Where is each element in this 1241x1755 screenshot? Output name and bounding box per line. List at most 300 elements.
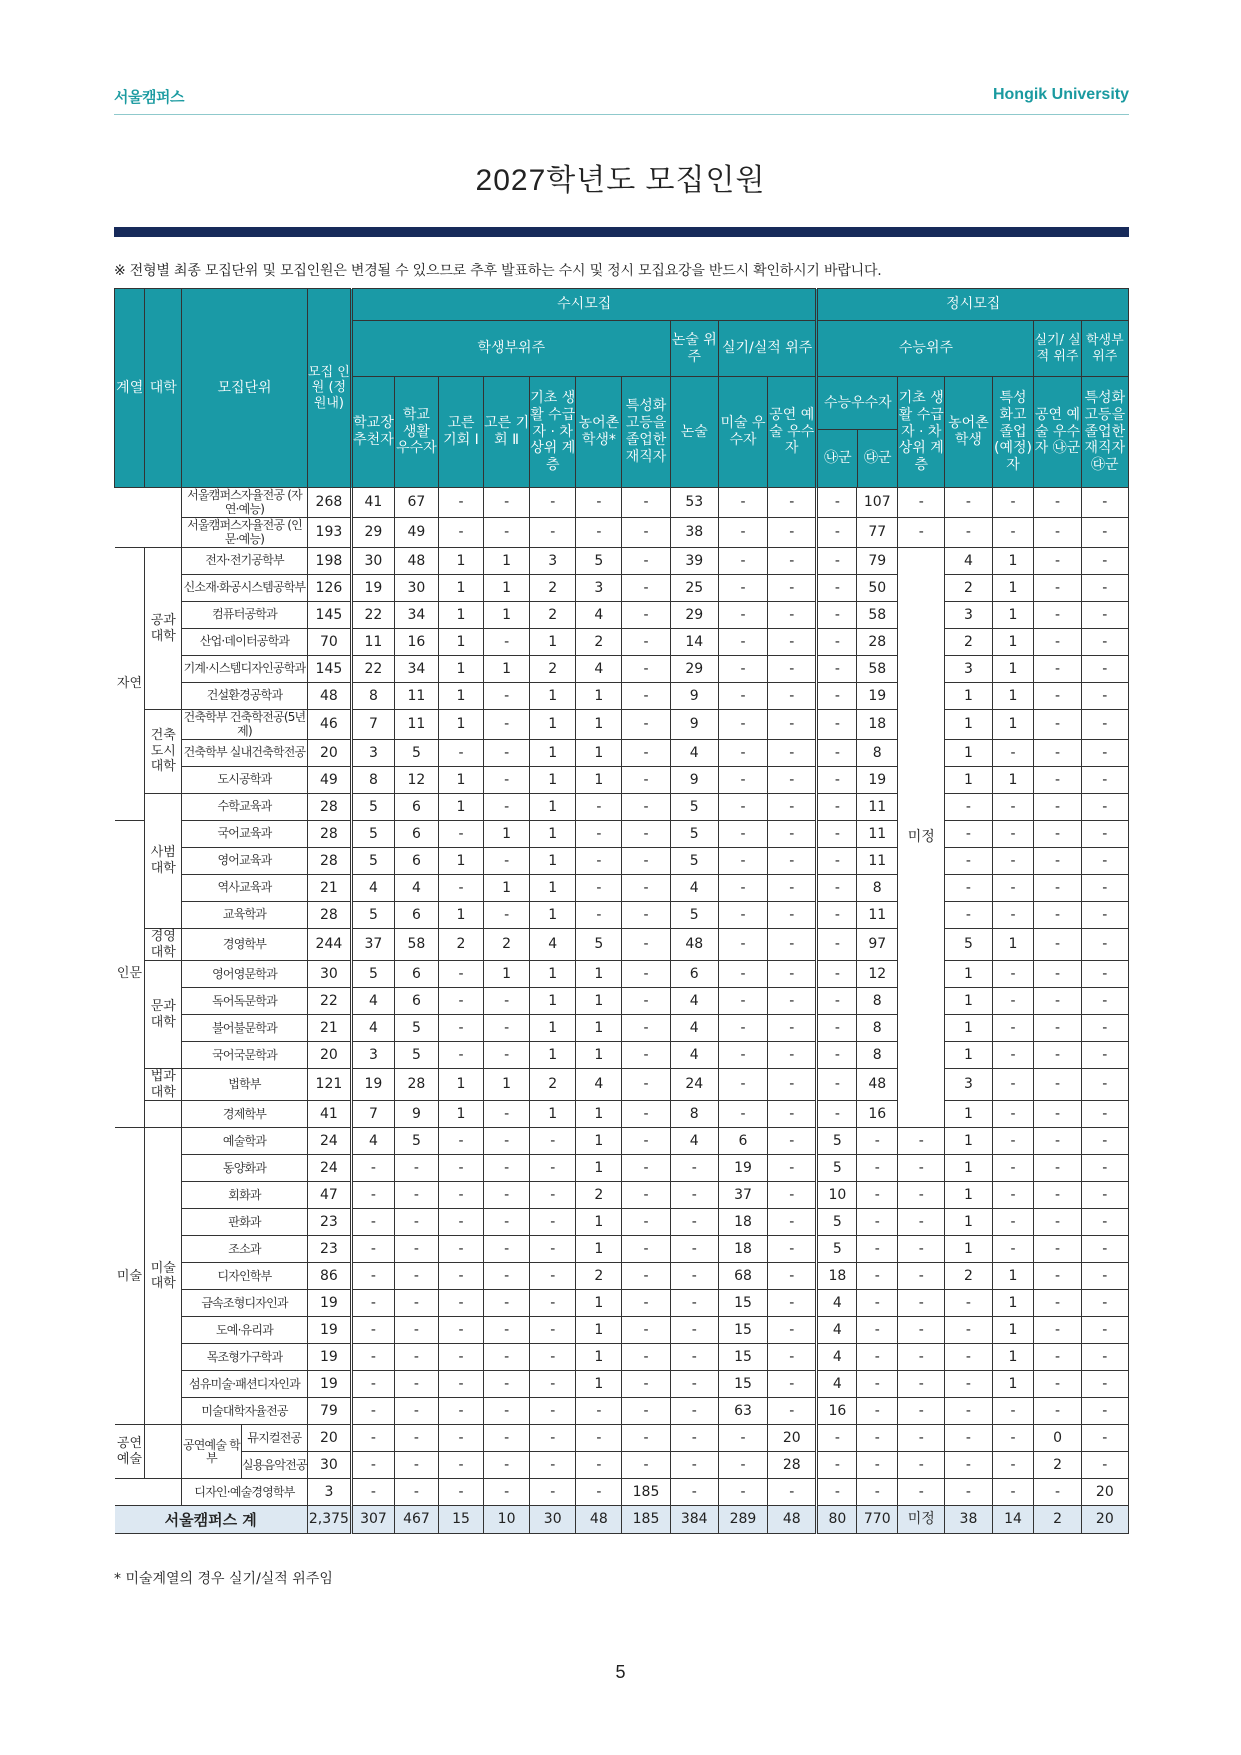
value-cell: -: [1034, 1236, 1081, 1263]
value-cell: -: [670, 1398, 718, 1425]
value-cell: -: [484, 1236, 530, 1263]
value-cell: 18: [857, 710, 898, 740]
total-value: 15: [438, 1506, 483, 1534]
value-cell: -: [622, 1101, 670, 1128]
value-cell: 1: [438, 548, 483, 575]
value-cell: -: [768, 767, 817, 794]
table-row: [115, 848, 1129, 875]
value-cell: -: [898, 1128, 945, 1155]
value-cell: 1: [576, 1236, 622, 1263]
value-cell: 23: [307, 1209, 351, 1236]
table-row: [115, 1182, 1129, 1209]
value-cell: -: [768, 1182, 817, 1209]
unit-cell: 경제학부: [182, 1101, 308, 1128]
col-unit: 모집단위: [182, 289, 308, 488]
value-cell: 7: [351, 1101, 394, 1128]
value-cell: 4: [351, 875, 394, 902]
value-cell: -: [1081, 821, 1128, 848]
value-cell: -: [1081, 656, 1128, 683]
value-cell: 68: [718, 1263, 767, 1290]
value-cell: -: [945, 1344, 992, 1371]
value-cell: 1: [438, 602, 483, 629]
value-cell: 28: [394, 1069, 438, 1101]
value-cell: 8: [857, 875, 898, 902]
value-cell: -: [768, 848, 817, 875]
value-cell: 20: [307, 1042, 351, 1069]
value-cell: 37: [718, 1182, 767, 1209]
total-value: 38: [945, 1506, 992, 1534]
value-cell: -: [530, 488, 576, 518]
value-cell: 10: [817, 1182, 857, 1209]
value-cell: -: [530, 1263, 576, 1290]
value-cell: -: [817, 656, 857, 683]
value-cell: -: [1081, 1015, 1128, 1042]
value-cell: 268: [307, 488, 351, 518]
value-cell: -: [1034, 1344, 1081, 1371]
value-cell: -: [768, 1479, 817, 1506]
college-cell: 공과 대학: [145, 548, 182, 710]
value-cell: -: [622, 629, 670, 656]
value-cell: 8: [857, 1042, 898, 1069]
value-cell: 11: [351, 629, 394, 656]
col-da-group: ㉰군: [863, 450, 892, 466]
value-cell: 1: [945, 1155, 992, 1182]
value-cell: -: [622, 1344, 670, 1371]
value-cell: 1: [484, 575, 530, 602]
value-cell: -: [576, 518, 622, 548]
value-cell: -: [576, 1452, 622, 1479]
table-row: [115, 1155, 1129, 1182]
value-cell: -: [768, 518, 817, 548]
value-cell: -: [817, 683, 857, 710]
value-cell: -: [438, 1155, 483, 1182]
value-cell: -: [718, 1042, 767, 1069]
value-cell: -: [718, 929, 767, 961]
value-cell: -: [622, 710, 670, 740]
value-cell: -: [898, 1209, 945, 1236]
value-cell: -: [945, 1452, 992, 1479]
value-cell: -: [718, 794, 767, 821]
header-susi: 수시모집: [351, 289, 817, 321]
value-cell: 1: [992, 1290, 1034, 1317]
value-cell: -: [992, 1209, 1034, 1236]
value-cell: 48: [307, 683, 351, 710]
value-cell: -: [438, 1344, 483, 1371]
value-cell: -: [1034, 1101, 1081, 1128]
value-cell: 1: [992, 1344, 1034, 1371]
table-row: [115, 518, 1129, 548]
value-cell: -: [622, 767, 670, 794]
value-cell: 22: [351, 602, 394, 629]
value-cell: 19: [307, 1290, 351, 1317]
value-cell: -: [718, 710, 767, 740]
total-value: 20: [1081, 1506, 1128, 1534]
unit-cell: 독어독문학과: [182, 988, 308, 1015]
value-cell: -: [992, 848, 1034, 875]
value-cell: -: [438, 1371, 483, 1398]
value-cell: 25: [670, 575, 718, 602]
value-cell: 19: [857, 683, 898, 710]
value-cell: -: [576, 488, 622, 518]
value-cell: 16: [817, 1398, 857, 1425]
value-cell: -: [718, 961, 767, 988]
value-cell: -: [1034, 1182, 1081, 1209]
value-cell: 12: [857, 961, 898, 988]
value-cell: 1: [992, 710, 1034, 740]
value-cell: 1: [945, 683, 992, 710]
value-cell: -: [718, 1101, 767, 1128]
value-cell: -: [438, 1182, 483, 1209]
value-cell: -: [484, 767, 530, 794]
value-cell: 6: [394, 961, 438, 988]
value-cell: 8: [351, 683, 394, 710]
college-cell: 문과 대학: [145, 961, 182, 1069]
value-cell: -: [898, 1236, 945, 1263]
value-cell: -: [768, 1371, 817, 1398]
value-cell: 1: [438, 629, 483, 656]
value-cell: 5: [394, 1128, 438, 1155]
unit-cell: 판화과: [182, 1209, 308, 1236]
value-cell: -: [898, 1452, 945, 1479]
value-cell: 4: [670, 875, 718, 902]
value-cell: -: [622, 929, 670, 961]
value-cell: -: [484, 1015, 530, 1042]
table-row: [115, 821, 1129, 848]
value-cell: 77: [857, 518, 898, 548]
value-cell: 4: [351, 1015, 394, 1042]
value-cell: 9: [670, 710, 718, 740]
value-cell: -: [945, 821, 992, 848]
total-label: 서울캠퍼스 계: [115, 1506, 308, 1534]
value-cell: -: [992, 1015, 1034, 1042]
value-cell: 1: [992, 1371, 1034, 1398]
value-cell: -: [1034, 575, 1081, 602]
value-cell: -: [484, 1290, 530, 1317]
value-cell: 1: [945, 1209, 992, 1236]
value-cell: 2: [576, 629, 622, 656]
value-cell: -: [484, 848, 530, 875]
value-cell: 34: [394, 602, 438, 629]
value-cell: 1: [530, 875, 576, 902]
value-cell: -: [768, 1015, 817, 1042]
table-row: [115, 902, 1129, 929]
value-cell: -: [622, 740, 670, 767]
value-cell: -: [1081, 1236, 1128, 1263]
col-field: 계열: [115, 289, 145, 488]
value-cell: -: [718, 1479, 767, 1506]
value-cell: -: [1081, 710, 1128, 740]
value-cell: 5: [394, 1015, 438, 1042]
value-cell: -: [857, 1182, 898, 1209]
value-cell: -: [484, 710, 530, 740]
value-cell: -: [622, 794, 670, 821]
value-cell: -: [945, 1479, 992, 1506]
value-cell: -: [992, 821, 1034, 848]
value-cell: -: [394, 1317, 438, 1344]
value-cell: -: [1081, 1425, 1128, 1452]
value-cell: -: [817, 794, 857, 821]
value-cell: -: [857, 1371, 898, 1398]
value-cell: -: [530, 1452, 576, 1479]
sub-unit-cell: 실용음악전공: [241, 1452, 307, 1479]
unit-cell: 섬유미술·패션디자인과: [182, 1371, 308, 1398]
value-cell: -: [1081, 488, 1128, 518]
value-cell: 1: [576, 1317, 622, 1344]
value-cell: -: [622, 1042, 670, 1069]
value-cell: -: [817, 961, 857, 988]
value-cell: -: [670, 1236, 718, 1263]
value-cell: 5: [351, 902, 394, 929]
value-cell: -: [622, 1425, 670, 1452]
value-cell: -: [718, 548, 767, 575]
value-cell: 5: [576, 929, 622, 961]
value-cell: -: [817, 575, 857, 602]
value-cell: 6: [394, 848, 438, 875]
value-cell: 1: [530, 961, 576, 988]
college-cell: 경영 대학: [145, 929, 182, 961]
total-value: 14: [992, 1506, 1034, 1534]
value-cell: -: [670, 1290, 718, 1317]
total-value: 2,375: [307, 1506, 351, 1534]
value-cell: -: [622, 961, 670, 988]
table-row: [115, 1344, 1129, 1371]
value-cell: 1: [945, 1236, 992, 1263]
value-cell: -: [1081, 1452, 1128, 1479]
total-value: 미정: [898, 1506, 945, 1534]
value-cell: 1: [530, 1101, 576, 1128]
value-cell: 11: [857, 794, 898, 821]
value-cell: -: [768, 656, 817, 683]
value-cell: -: [992, 1479, 1034, 1506]
value-cell: -: [1034, 961, 1081, 988]
unit-cell: 건설환경공학과: [182, 683, 308, 710]
table-row: [115, 1042, 1129, 1069]
value-cell: -: [945, 875, 992, 902]
value-cell: 1: [530, 629, 576, 656]
value-cell: -: [768, 1317, 817, 1344]
value-cell: -: [351, 1425, 394, 1452]
value-cell: 1: [576, 710, 622, 740]
value-cell: 29: [670, 656, 718, 683]
value-cell: -: [1081, 961, 1128, 988]
value-cell: -: [484, 488, 530, 518]
college-cell: 건축 도시 대학: [145, 710, 182, 794]
value-cell: 1: [945, 1042, 992, 1069]
value-cell: -: [857, 1317, 898, 1344]
value-cell: 53: [670, 488, 718, 518]
value-cell: 11: [857, 902, 898, 929]
value-cell: -: [484, 1425, 530, 1452]
unit-cell: 도예·유리과: [182, 1317, 308, 1344]
value-cell: -: [622, 1155, 670, 1182]
value-cell: 28: [768, 1452, 817, 1479]
value-cell: -: [1081, 1371, 1128, 1398]
value-cell: 1: [992, 656, 1034, 683]
value-cell: 58: [857, 602, 898, 629]
value-cell: -: [622, 548, 670, 575]
value-cell: 70: [307, 629, 351, 656]
value-cell: -: [438, 1263, 483, 1290]
value-cell: 28: [307, 821, 351, 848]
value-cell: 4: [817, 1371, 857, 1398]
value-cell: 1: [576, 767, 622, 794]
value-cell: -: [530, 1182, 576, 1209]
value-cell: 4: [394, 875, 438, 902]
value-cell: -: [1081, 848, 1128, 875]
value-cell: -: [1081, 740, 1128, 767]
unit-cell: 법학부: [182, 1069, 308, 1101]
value-cell: -: [1081, 575, 1128, 602]
col-perf-jeongsi: 공연 예술 우수자 ㉯군: [1034, 377, 1081, 488]
value-cell: -: [576, 1479, 622, 1506]
value-cell: 41: [307, 1101, 351, 1128]
value-cell: -: [484, 518, 530, 548]
value-cell: -: [530, 1398, 576, 1425]
unit-cell: 디자인·예술경영학부: [182, 1479, 308, 1506]
value-cell: 1: [438, 1069, 483, 1101]
value-cell: -: [1034, 767, 1081, 794]
value-cell: 145: [307, 602, 351, 629]
value-cell: -: [484, 1128, 530, 1155]
value-cell: -: [945, 902, 992, 929]
notice-text: ※ 전형별 최종 모집단위 및 모집인원은 변경될 수 있으므로 추후 발표하는 수시 및 정시 모집요강을 반드시 확인하시기 바랍니다.: [114, 263, 882, 279]
unit-cell: 서울캠퍼스자율전공 (자연·예능): [182, 488, 308, 518]
value-cell: -: [530, 1209, 576, 1236]
value-cell: 1: [945, 740, 992, 767]
unit-cell: 산업·데이터공학과: [182, 629, 308, 656]
value-cell: -: [992, 1452, 1034, 1479]
value-cell: -: [1081, 1344, 1128, 1371]
value-cell: 15: [718, 1371, 767, 1398]
value-cell: 145: [307, 656, 351, 683]
value-cell: -: [394, 1344, 438, 1371]
value-cell: -: [898, 488, 945, 518]
value-cell: -: [1034, 1398, 1081, 1425]
table-row: [115, 929, 1129, 961]
value-cell: 19: [351, 1069, 394, 1101]
value-cell: -: [1081, 1101, 1128, 1128]
value-cell: -: [945, 1317, 992, 1344]
unit-cell: 동양화과: [182, 1155, 308, 1182]
value-cell: 18: [817, 1263, 857, 1290]
value-cell: -: [857, 1263, 898, 1290]
value-cell: -: [530, 518, 576, 548]
value-cell: 1: [484, 875, 530, 902]
value-cell: 2: [945, 1263, 992, 1290]
value-cell: 16: [394, 629, 438, 656]
value-cell: -: [768, 1263, 817, 1290]
value-cell: 38: [670, 518, 718, 548]
value-cell: 19: [857, 767, 898, 794]
value-cell: 14: [670, 629, 718, 656]
value-cell: -: [768, 902, 817, 929]
blank-cell: [115, 488, 182, 548]
value-cell: -: [438, 1425, 483, 1452]
value-cell: -: [576, 875, 622, 902]
value-cell: 2: [484, 929, 530, 961]
value-cell: 50: [857, 575, 898, 602]
col-college: 대학: [145, 289, 182, 488]
value-cell: 1: [438, 794, 483, 821]
value-cell: -: [817, 1452, 857, 1479]
value-cell: -: [817, 902, 857, 929]
table-row: [115, 1398, 1129, 1425]
value-cell: -: [768, 629, 817, 656]
table-row: [115, 1317, 1129, 1344]
value-cell: -: [718, 767, 767, 794]
value-cell: -: [1034, 902, 1081, 929]
value-cell: -: [768, 575, 817, 602]
table-row: [115, 1209, 1129, 1236]
value-cell: -: [898, 1263, 945, 1290]
value-cell: 1: [530, 902, 576, 929]
value-cell: -: [945, 488, 992, 518]
value-cell: 1: [992, 575, 1034, 602]
value-cell: -: [992, 1398, 1034, 1425]
value-cell: -: [1034, 1128, 1081, 1155]
value-cell: -: [945, 848, 992, 875]
college-cell: [145, 1101, 182, 1128]
value-cell: -: [1081, 548, 1128, 575]
value-cell: -: [670, 1371, 718, 1398]
page-title: 2027학년도 모집인원: [475, 164, 766, 197]
value-cell: -: [817, 988, 857, 1015]
value-cell: -: [992, 1155, 1034, 1182]
value-cell: -: [718, 1452, 767, 1479]
value-cell: -: [718, 602, 767, 629]
value-cell: -: [1034, 518, 1081, 548]
value-cell: -: [1034, 1317, 1081, 1344]
value-cell: 1: [992, 683, 1034, 710]
value-cell: -: [394, 1479, 438, 1506]
value-cell: 5: [670, 902, 718, 929]
value-cell: 5: [351, 961, 394, 988]
value-cell: 1: [945, 1128, 992, 1155]
value-cell: -: [670, 1263, 718, 1290]
value-cell: 5: [945, 929, 992, 961]
col-basic-susi: 기초 생활 수급자 · 차상위 계층: [530, 377, 576, 488]
table-row: [115, 1425, 1129, 1452]
unit-cell: 예술학과: [182, 1128, 308, 1155]
value-cell: 1: [484, 548, 530, 575]
value-cell: 1: [576, 740, 622, 767]
value-cell: 0: [1034, 1425, 1081, 1452]
total-value: 2: [1034, 1506, 1081, 1534]
unit-cell: 국어교육과: [182, 821, 308, 848]
value-cell: -: [1034, 629, 1081, 656]
value-cell: -: [857, 1128, 898, 1155]
value-cell: 4: [817, 1317, 857, 1344]
value-cell: -: [394, 1290, 438, 1317]
total-value: 48: [576, 1506, 622, 1534]
value-cell: -: [576, 821, 622, 848]
value-cell: -: [484, 794, 530, 821]
value-cell: 11: [394, 683, 438, 710]
value-cell: -: [768, 929, 817, 961]
value-cell: -: [530, 1425, 576, 1452]
unit-cell: 컴퓨터공학과: [182, 602, 308, 629]
value-cell: -: [945, 518, 992, 548]
college-cell: [145, 1425, 182, 1479]
value-cell: -: [351, 1344, 394, 1371]
value-cell: 18: [718, 1236, 767, 1263]
value-cell: -: [484, 1398, 530, 1425]
value-cell: -: [438, 1479, 483, 1506]
value-cell: -: [622, 1317, 670, 1344]
col-rural-jeongsi: 농어촌 학생: [945, 377, 992, 488]
value-cell: -: [576, 902, 622, 929]
value-cell: 37: [351, 929, 394, 961]
